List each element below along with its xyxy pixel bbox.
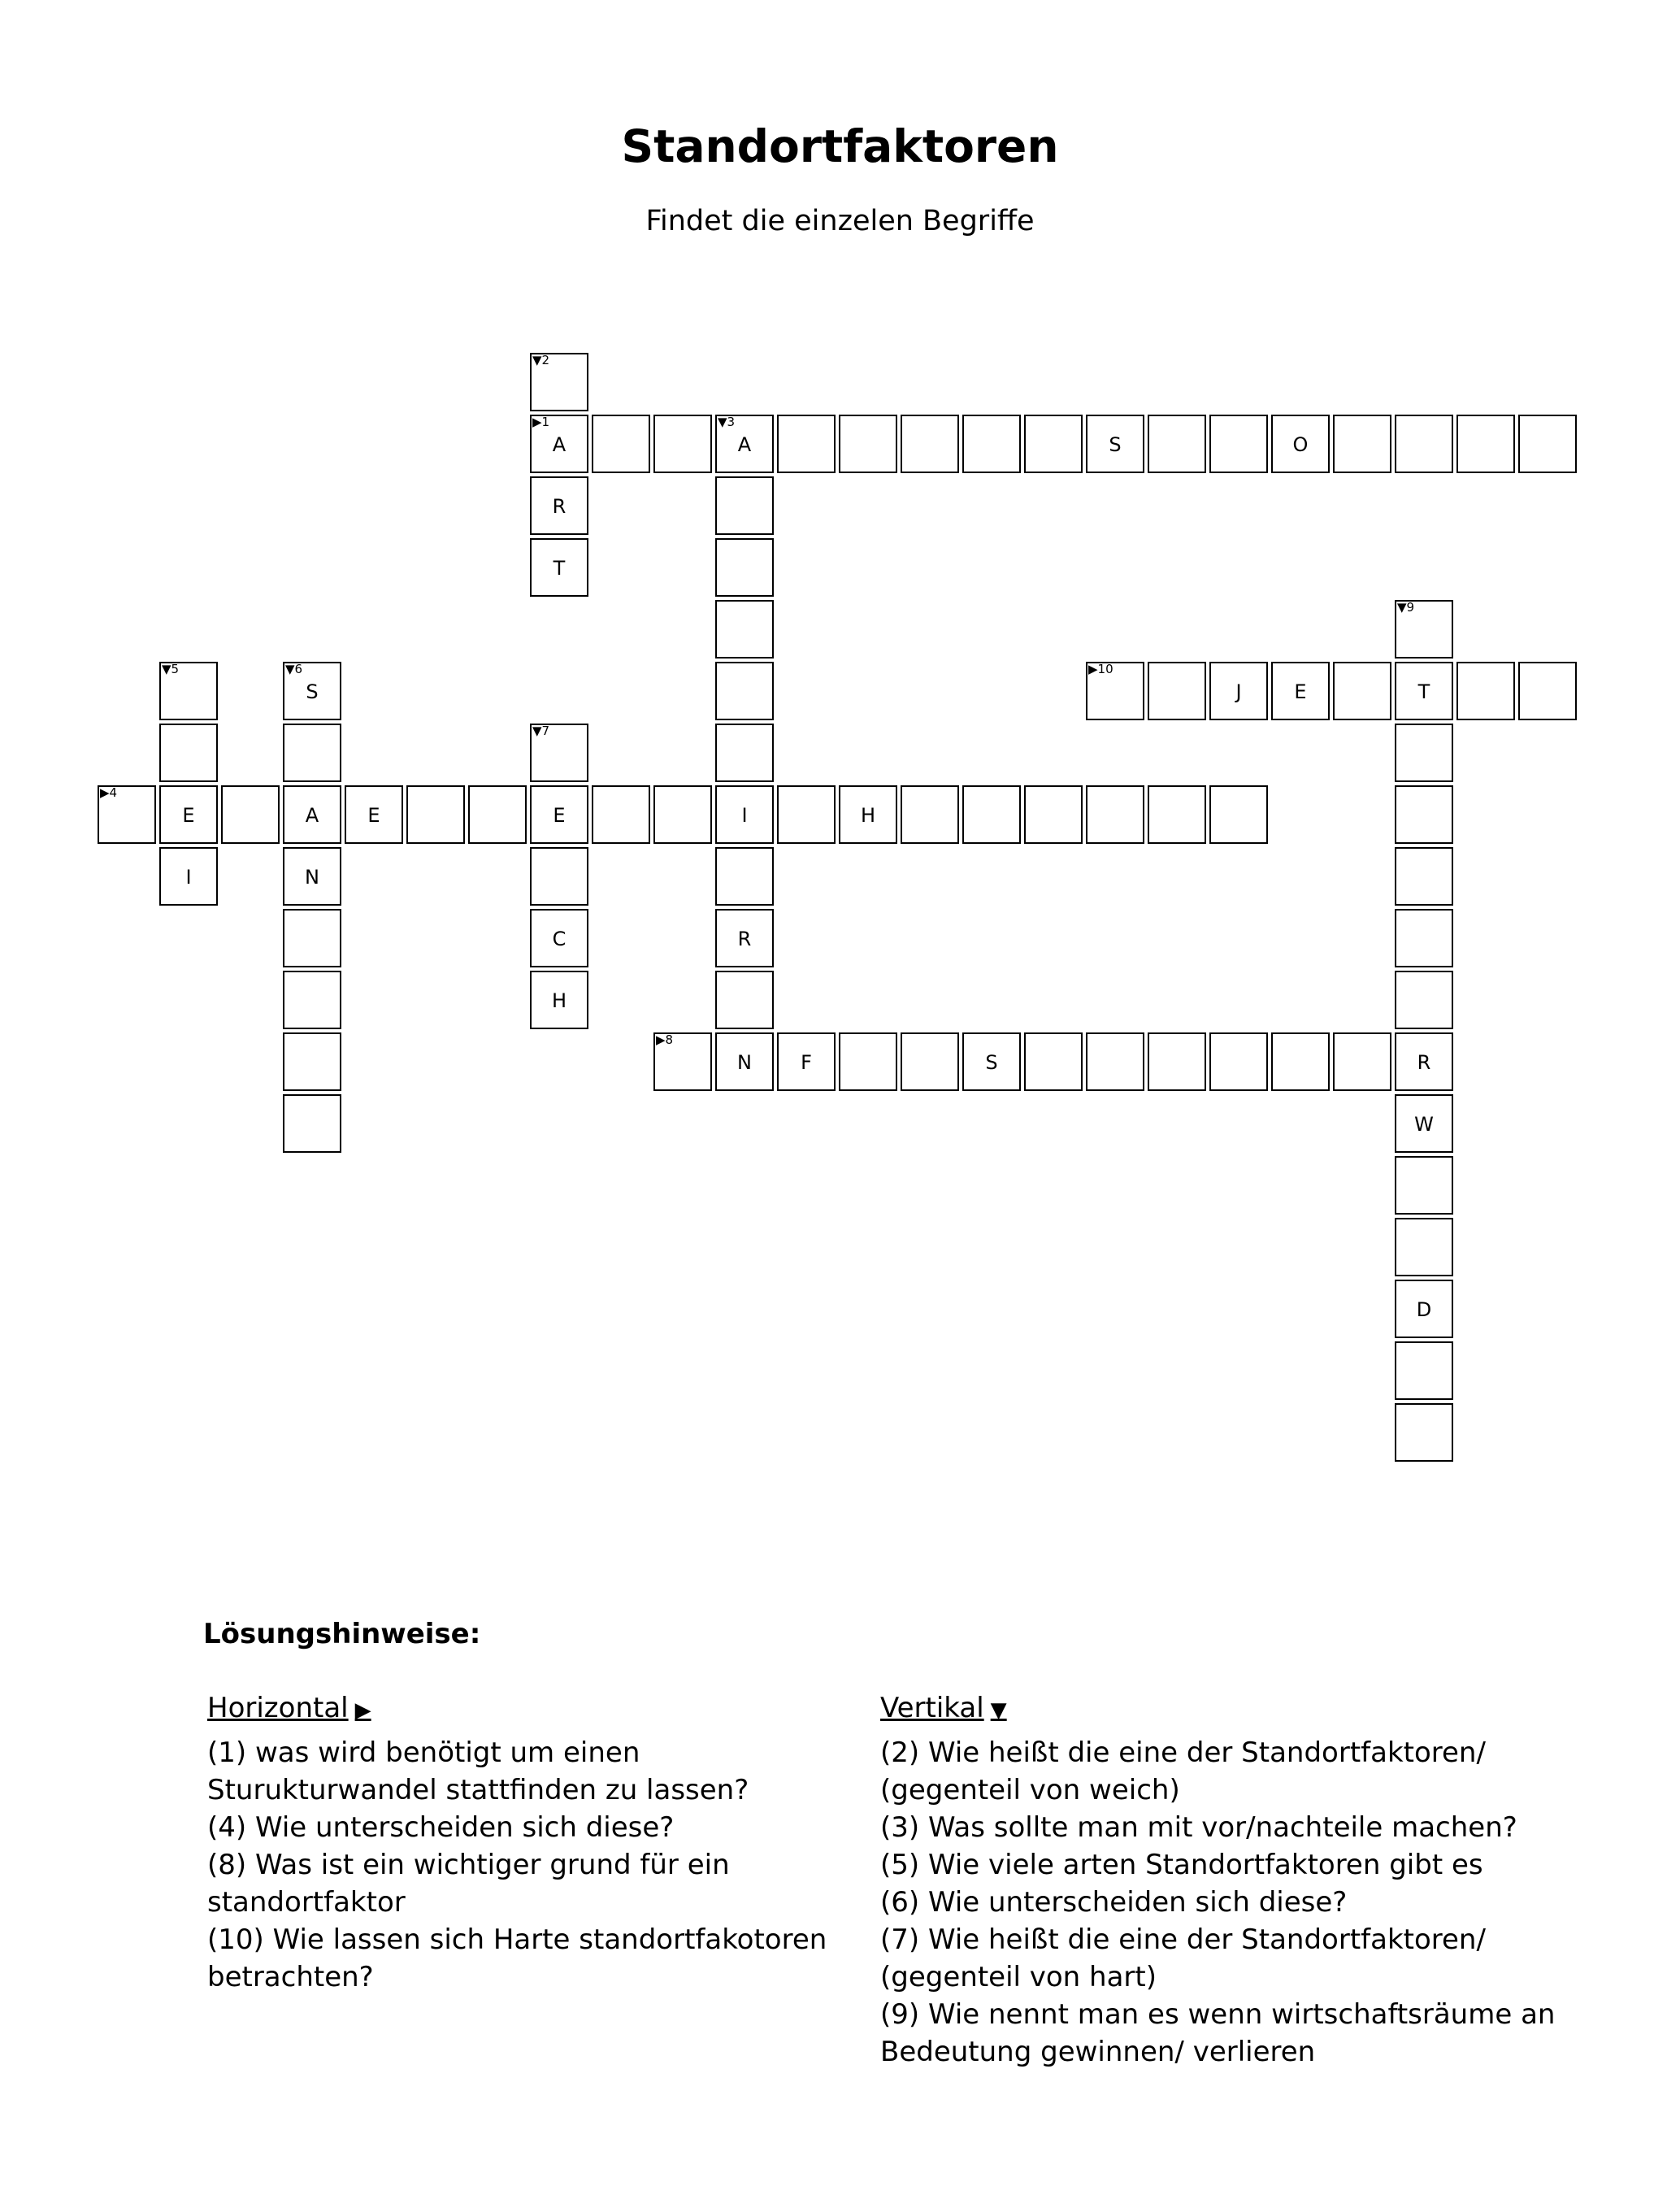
- grid-cell[interactable]: [901, 415, 959, 473]
- clue-number-down: ▼9: [1397, 600, 1415, 615]
- cell-letter: E: [367, 804, 380, 827]
- grid-cell[interactable]: [839, 415, 897, 473]
- grid-cell[interactable]: [530, 785, 588, 844]
- grid-cell[interactable]: [283, 909, 341, 967]
- grid-cell[interactable]: [901, 1032, 959, 1091]
- grid-cell[interactable]: [839, 1032, 897, 1091]
- clue-vertical-9: (9) Wie nennt man es wenn wirtschaftsräume an Bedeutung gewinnen/ verlieren: [880, 1998, 1556, 2068]
- grid-cell[interactable]: [715, 600, 774, 658]
- grid-cell[interactable]: [1395, 1280, 1453, 1338]
- grid-cell[interactable]: [715, 538, 774, 597]
- grid-cell[interactable]: [715, 1032, 774, 1091]
- grid-cell[interactable]: [962, 785, 1021, 844]
- grid-cell[interactable]: [1395, 909, 1453, 967]
- grid-cell[interactable]: [283, 1094, 341, 1153]
- grid-cell[interactable]: [468, 785, 527, 844]
- grid-cell[interactable]: [1395, 1156, 1453, 1215]
- grid-cell[interactable]: [1271, 1032, 1330, 1091]
- grid-cell[interactable]: [1209, 415, 1268, 473]
- cell-letter: T: [1417, 680, 1430, 703]
- grid-cell[interactable]: [530, 353, 588, 411]
- cell-letter: E: [553, 804, 566, 827]
- clue-horizontal-8: (8) Was ist ein wichtiger grund für ein standortfaktor: [207, 1849, 730, 1919]
- grid-cell[interactable]: [1148, 1032, 1206, 1091]
- clue-number-down: ▼7: [532, 724, 550, 738]
- clue-number-down: ▼3: [718, 415, 736, 429]
- clue-horizontal-1: (1) was wird benötigt um einen Sturukturwandel stattfinden zu lassen?: [207, 1736, 749, 1806]
- grid-cell[interactable]: [530, 971, 588, 1029]
- grid-cell[interactable]: [777, 785, 836, 844]
- cell-letter: A: [737, 433, 752, 456]
- page-title: Standortfaktoren: [621, 120, 1059, 172]
- cell-letter: O: [1292, 433, 1309, 456]
- grid-cell[interactable]: [715, 971, 774, 1029]
- vertical-clues: [880, 1689, 1612, 2071]
- grid-cell[interactable]: [1333, 415, 1391, 473]
- cell-letter: H: [551, 989, 567, 1012]
- cell-letter: A: [305, 804, 319, 827]
- grid-cell[interactable]: [530, 724, 588, 782]
- page-subtitle: Findet die einzelen Begriffe: [645, 205, 1035, 237]
- grid-cell[interactable]: [1086, 415, 1144, 473]
- grid-cell[interactable]: [901, 785, 959, 844]
- clue-horizontal-4: (4) Wie unterscheiden sich diese?: [207, 1811, 675, 1844]
- grid-cell[interactable]: [1395, 600, 1453, 658]
- grid-cell[interactable]: [1024, 785, 1083, 844]
- grid-cell[interactable]: [653, 415, 712, 473]
- cell-letter: T: [553, 557, 566, 580]
- grid-cell[interactable]: [530, 476, 588, 535]
- grid-cell[interactable]: [1518, 662, 1577, 720]
- grid-cell[interactable]: [530, 538, 588, 597]
- grid-cell[interactable]: [1024, 1032, 1083, 1091]
- cell-letter: F: [801, 1051, 812, 1074]
- grid-cell[interactable]: [1024, 415, 1083, 473]
- grid-cell[interactable]: [1395, 415, 1453, 473]
- arrow-right-icon: ▶: [354, 1698, 371, 1723]
- cell-letter: S: [985, 1051, 998, 1074]
- clue-vertical-7: (7) Wie heißt die eine der Standortfaktoren/ (gegenteil von hart): [880, 1923, 1486, 1993]
- grid-cell[interactable]: [1086, 785, 1144, 844]
- grid-cell[interactable]: [1271, 662, 1330, 720]
- grid-cell[interactable]: [283, 971, 341, 1029]
- grid-cell[interactable]: [777, 415, 836, 473]
- grid-cell[interactable]: [1086, 1032, 1144, 1091]
- grid-cell[interactable]: [1209, 662, 1268, 720]
- grid-cell[interactable]: [1395, 1218, 1453, 1276]
- grid-cell[interactable]: [653, 785, 712, 844]
- grid-cell[interactable]: [1395, 1403, 1453, 1462]
- cell-letter: E: [182, 804, 195, 827]
- grid-cell[interactable]: [406, 785, 465, 844]
- grid-cell[interactable]: [283, 662, 341, 720]
- clue-number-down: ▼5: [162, 662, 180, 676]
- cell-letter: N: [737, 1051, 752, 1074]
- clue-number-down: ▼2: [532, 353, 550, 367]
- grid-cell[interactable]: [715, 847, 774, 906]
- grid-cell[interactable]: [1395, 847, 1453, 906]
- grid-cell[interactable]: [1271, 415, 1330, 473]
- horizontal-clues: [207, 1689, 857, 1996]
- grid-cell[interactable]: [1395, 724, 1453, 782]
- clue-vertical-5: (5) Wie viele arten Standortfaktoren gibt es: [880, 1849, 1483, 1881]
- grid-cell[interactable]: [1086, 662, 1144, 720]
- grid-cell[interactable]: [530, 847, 588, 906]
- grid-cell[interactable]: [777, 1032, 836, 1091]
- cell-letter: S: [306, 680, 319, 703]
- vertical-title-text: Vertikal: [880, 1692, 984, 1724]
- grid-cell[interactable]: [1395, 785, 1453, 844]
- clue-number-across: ▶10: [1088, 662, 1113, 676]
- grid-cell[interactable]: [839, 785, 897, 844]
- horizontal-title-text: Horizontal: [207, 1692, 349, 1724]
- grid-cell[interactable]: [221, 785, 280, 844]
- cell-letter: I: [185, 866, 192, 889]
- grid-cell[interactable]: [1148, 662, 1206, 720]
- grid-cell[interactable]: [962, 1032, 1021, 1091]
- vertical-title: [880, 1689, 1612, 1729]
- grid-cell[interactable]: [1456, 662, 1515, 720]
- grid-cell[interactable]: [592, 785, 650, 844]
- cell-letter: R: [552, 495, 567, 518]
- arrow-down-icon: ▼: [990, 1698, 1007, 1723]
- grid-cell[interactable]: [530, 909, 588, 967]
- grid-cell[interactable]: [1395, 662, 1453, 720]
- grid-cell[interactable]: [1395, 1094, 1453, 1153]
- grid-cell[interactable]: [1395, 1341, 1453, 1400]
- grid-cell[interactable]: [715, 909, 774, 967]
- clue-vertical-3: (3) Was sollte man mit vor/nachteile machen?: [880, 1811, 1517, 1844]
- cell-letter: A: [552, 433, 567, 456]
- grid-cell[interactable]: [283, 847, 341, 906]
- grid-cell[interactable]: [283, 1032, 341, 1091]
- clue-number-down: ▼6: [285, 662, 303, 676]
- cell-letter: W: [1414, 1113, 1434, 1136]
- grid-cell[interactable]: [1395, 1032, 1453, 1091]
- grid-cell[interactable]: [159, 662, 218, 720]
- cell-letter: R: [1417, 1051, 1431, 1074]
- horizontal-title: [207, 1689, 857, 1729]
- grid-cell[interactable]: [1209, 1032, 1268, 1091]
- grid-cell[interactable]: [159, 785, 218, 844]
- grid-cell[interactable]: [962, 415, 1021, 473]
- grid-cell[interactable]: [1148, 415, 1206, 473]
- grid-cell[interactable]: [159, 847, 218, 906]
- grid-cell[interactable]: [530, 415, 588, 473]
- grid-cell[interactable]: [1333, 1032, 1391, 1091]
- clue-number-across: ▶4: [100, 785, 118, 800]
- cell-letter: N: [305, 866, 319, 889]
- grid-cell[interactable]: [283, 724, 341, 782]
- clue-vertical-2: (2) Wie heißt die eine der Standortfaktoren/ (gegenteil von weich): [880, 1736, 1486, 1806]
- grid-cell[interactable]: [345, 785, 403, 844]
- cell-letter: J: [1235, 680, 1242, 703]
- grid-cell[interactable]: [715, 476, 774, 535]
- grid-cell[interactable]: [715, 785, 774, 844]
- grid-cell[interactable]: [592, 415, 650, 473]
- grid-cell[interactable]: [98, 785, 156, 844]
- cell-letter: R: [737, 928, 752, 950]
- clue-number-across: ▶1: [532, 415, 550, 429]
- grid-cell[interactable]: [715, 662, 774, 720]
- cell-letter: I: [741, 804, 748, 827]
- grid-cell[interactable]: [1209, 785, 1268, 844]
- grid-cell[interactable]: [159, 724, 218, 782]
- grid-cell[interactable]: [1395, 971, 1453, 1029]
- grid-cell[interactable]: [715, 724, 774, 782]
- grid-cell[interactable]: [1148, 785, 1206, 844]
- clue-horizontal-10: (10) Wie lassen sich Harte standortfakotoren betrachten?: [207, 1923, 827, 1993]
- cell-letter: S: [1109, 433, 1122, 456]
- cell-letter: H: [860, 804, 876, 827]
- hints-heading: Lösungshinweise:: [203, 1618, 481, 1650]
- cell-letter: C: [552, 928, 567, 950]
- grid-cell[interactable]: [283, 785, 341, 844]
- clue-vertical-6: (6) Wie unterscheiden sich diese?: [880, 1886, 1348, 1919]
- grid-cell[interactable]: [653, 1032, 712, 1091]
- cell-letter: E: [1294, 680, 1307, 703]
- grid-cell[interactable]: [1518, 415, 1577, 473]
- grid-cell[interactable]: [1456, 415, 1515, 473]
- cell-letter: D: [1416, 1298, 1432, 1321]
- clue-number-across: ▶8: [656, 1032, 674, 1047]
- grid-cell[interactable]: [1333, 662, 1391, 720]
- grid-cell[interactable]: [715, 415, 774, 473]
